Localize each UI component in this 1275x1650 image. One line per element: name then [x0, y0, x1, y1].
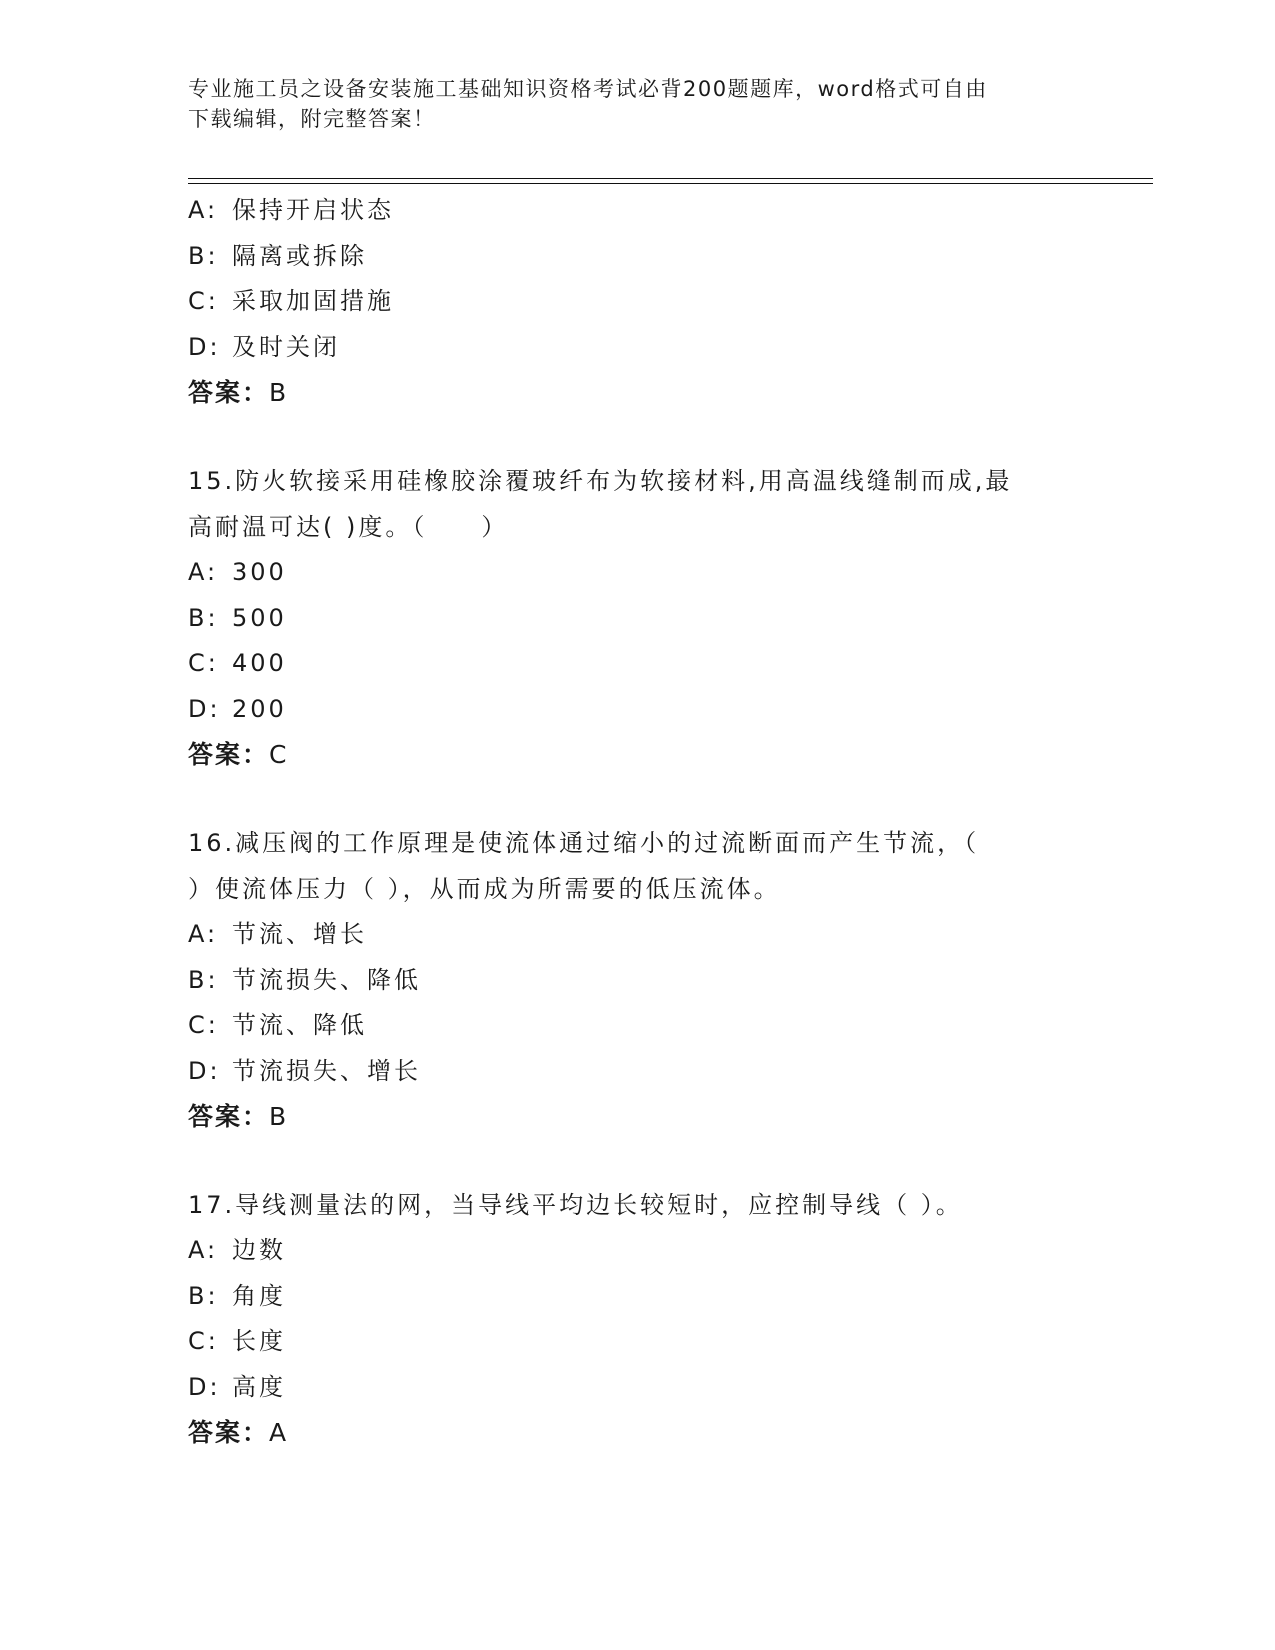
- question-continuation: [188, 188, 1088, 416]
- option-c: [188, 641, 1088, 687]
- question-15: [188, 458, 1088, 778]
- option-text: 节流损失、降低: [232, 965, 421, 994]
- answer-label: 答案：: [188, 740, 270, 769]
- answer-value: A: [269, 1418, 289, 1447]
- option-text: 300: [232, 558, 287, 586]
- option-key: C:: [188, 649, 219, 677]
- answer-label: 答案：: [188, 378, 270, 407]
- answer-line: [188, 370, 1088, 416]
- option-key: C:: [188, 1327, 219, 1355]
- question-17: [188, 1182, 1088, 1456]
- option-text: 节流、降低: [232, 1011, 367, 1039]
- option-text: 角度: [232, 1281, 286, 1310]
- option-key: D:: [188, 332, 221, 361]
- option-a: [188, 912, 1088, 958]
- option-d: [188, 1365, 1088, 1411]
- option-text: 节流损失、增长: [232, 1056, 421, 1085]
- option-text: 保持开启状态: [232, 196, 394, 224]
- header-line-2: 下载编辑，附完整答案！: [188, 107, 436, 131]
- option-d: [188, 687, 1088, 733]
- option-text: 边数: [232, 1236, 286, 1264]
- answer-label: 答案：: [188, 1418, 270, 1447]
- option-text: 长度: [232, 1327, 286, 1355]
- option-text: 400: [232, 649, 287, 677]
- question-text-line-1: 16.减压阀的工作原理是使流体通过缩小的过流断面而产生节流，（: [188, 829, 980, 857]
- document-header: [188, 74, 1088, 134]
- option-a: [188, 188, 1088, 234]
- option-key: C:: [188, 1011, 219, 1039]
- option-key: B:: [188, 965, 219, 994]
- option-text: 节流、增长: [232, 920, 367, 948]
- answer-value: C: [269, 740, 289, 769]
- option-b: [188, 596, 1088, 642]
- option-text: 500: [232, 603, 287, 632]
- answer-line: [188, 732, 1088, 778]
- answer-line: [188, 1410, 1088, 1456]
- option-key: D:: [188, 1372, 221, 1401]
- option-key: B:: [188, 1281, 219, 1310]
- option-text: 采取加固措施: [232, 287, 394, 315]
- option-key: B:: [188, 603, 219, 632]
- option-key: A:: [188, 196, 219, 224]
- answer-line: [188, 1094, 1088, 1140]
- option-key: D:: [188, 694, 221, 723]
- option-text: 及时关闭: [232, 332, 340, 361]
- option-key: A:: [188, 1236, 219, 1264]
- option-c: [188, 1319, 1088, 1365]
- option-b: [188, 1274, 1088, 1320]
- question-text-line-1: 17.导线测量法的网，当导线平均边长较短时，应控制导线（ ）。: [188, 1191, 963, 1219]
- header-divider-bottom: [188, 183, 1153, 184]
- question-text-line-2: 高耐温可达( )度。（ ）: [188, 513, 509, 541]
- option-key: C:: [188, 287, 219, 315]
- option-a: [188, 550, 1088, 596]
- option-d: [188, 325, 1088, 371]
- answer-value: B: [269, 378, 289, 407]
- option-text: 200: [232, 694, 287, 723]
- option-key: A:: [188, 920, 219, 948]
- question-text-line-2: ）使流体压力（ ），从而成为所需要的低压流体。: [188, 875, 781, 903]
- option-text: 隔离或拆除: [232, 241, 367, 270]
- option-key: B:: [188, 241, 219, 270]
- option-text: 高度: [232, 1372, 286, 1401]
- option-c: [188, 279, 1088, 325]
- option-a: [188, 1228, 1088, 1274]
- option-b: [188, 234, 1088, 280]
- option-c: [188, 1003, 1088, 1049]
- question-text-line-1: 15.防火软接采用硅橡胶涂覆玻纤布为软接材料,用高温线缝制而成,最: [188, 467, 1013, 495]
- option-b: [188, 958, 1088, 1004]
- question-list: [188, 188, 1088, 1456]
- answer-value: B: [269, 1102, 289, 1131]
- option-key: A:: [188, 558, 219, 586]
- answer-label: 答案：: [188, 1102, 270, 1131]
- question-16: [188, 820, 1088, 1140]
- header-divider-top: [188, 178, 1153, 179]
- header-line-1: 专业施工员之设备安装施工基础知识资格考试必背200题题库，word格式可自由: [188, 77, 988, 101]
- option-d: [188, 1049, 1088, 1095]
- option-key: D:: [188, 1056, 221, 1085]
